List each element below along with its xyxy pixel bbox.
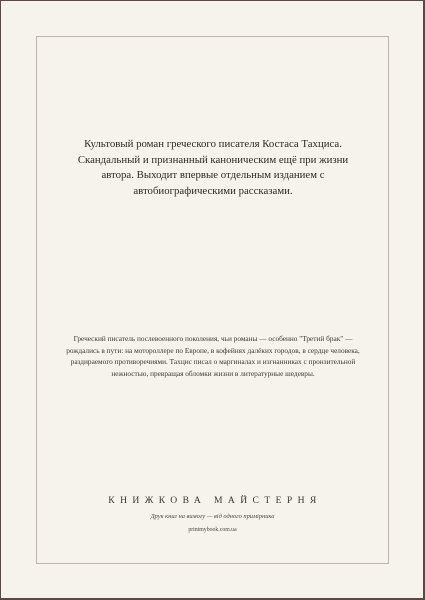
publisher-block — [36, 495, 389, 534]
publisher-website: printmybook.com.ua — [188, 527, 237, 533]
inner-frame — [36, 36, 389, 564]
author-description: Греческий писатель послевоенного поколения, чьи романы — особенно "Третий брак" — рождались в пути: на мотороллере по Европе, в кофейнях далёких городов, в сердце человека, раздираемого противоречиями. Тахцис писал о маргиналах и изгнанниках с пронзительной нежностью, превращая обломки жизни в литературные шедевры. — [66, 334, 360, 378]
publisher-tagline: Друк книг на вимогу — від одного примірника — [150, 513, 275, 520]
book-blurb: Культовый роман греческого писателя Костаса Тахциса. Скандальный и признанный каноническим ещё при жизни автора. Выходит впервые отдельным изданием с автобиографическими рассказами. — [77, 138, 349, 197]
publisher-name: КНИЖКОВА МАЙСТЕРНЯ — [108, 495, 322, 506]
